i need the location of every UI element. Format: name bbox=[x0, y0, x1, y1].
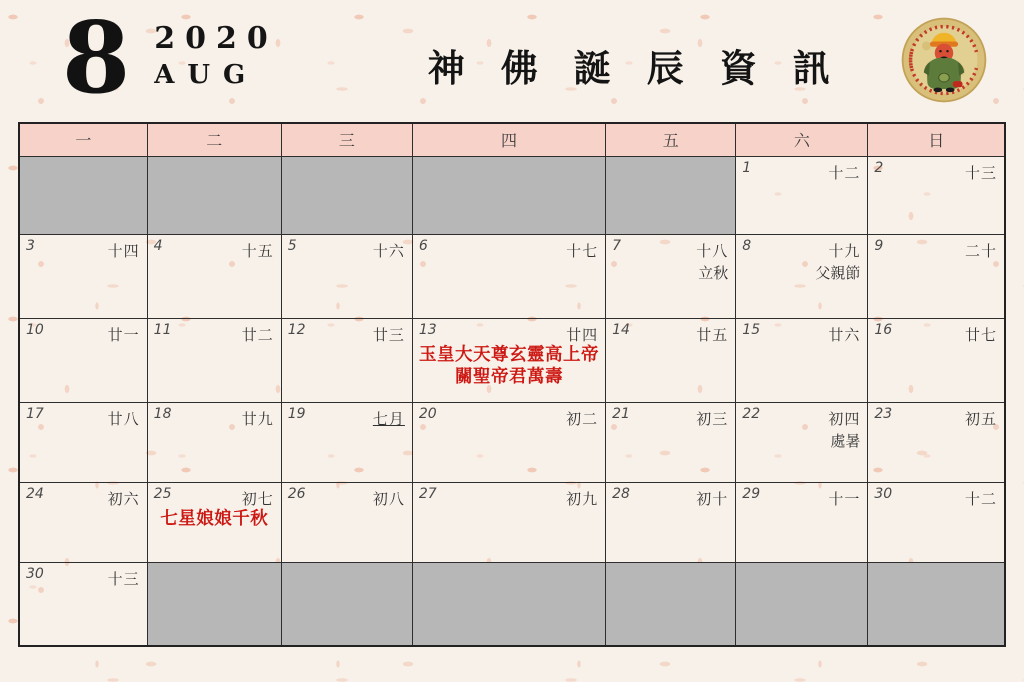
day-number: 9 bbox=[874, 237, 884, 254]
calendar-empty-cell bbox=[19, 156, 147, 234]
day-number: 20 bbox=[418, 405, 437, 422]
lunar-date: 廿四 bbox=[566, 325, 599, 344]
calendar-day-cell bbox=[281, 402, 412, 482]
lunar-date: 初四 bbox=[828, 409, 861, 428]
day-note: 父親節 bbox=[815, 263, 861, 282]
lunar-date: 十二 bbox=[828, 163, 861, 182]
calendar-day-cell bbox=[736, 482, 868, 562]
calendar-day-cell bbox=[412, 318, 605, 402]
calendar-empty-cell bbox=[147, 562, 281, 646]
calendar-week-row bbox=[19, 318, 1005, 402]
year-block bbox=[154, 21, 278, 90]
weekday-header: 五 bbox=[606, 123, 736, 156]
day-number: 30 bbox=[26, 565, 44, 582]
calendar-day-cell bbox=[736, 318, 868, 402]
lunar-date: 初八 bbox=[372, 489, 405, 508]
calendar-day-cell bbox=[19, 402, 147, 482]
calendar-empty-cell bbox=[412, 156, 605, 234]
lunar-date: 廿一 bbox=[107, 325, 140, 344]
page-header bbox=[0, 0, 1024, 122]
calendar-day-cell bbox=[606, 402, 736, 482]
calendar-empty-cell bbox=[147, 156, 281, 234]
day-number: 19 bbox=[287, 405, 306, 422]
day-number: 2 bbox=[874, 159, 884, 176]
day-number: 12 bbox=[287, 321, 306, 338]
calendar-day-cell bbox=[868, 234, 1005, 318]
calendar-empty-cell bbox=[606, 562, 736, 646]
calendar-empty-cell bbox=[606, 156, 736, 234]
day-number: 17 bbox=[26, 405, 44, 422]
lunar-date: 十二 bbox=[964, 489, 997, 508]
calendar-day-cell bbox=[606, 482, 736, 562]
lunar-date: 十三 bbox=[107, 569, 140, 588]
lunar-date: 十五 bbox=[241, 241, 274, 260]
calendar-day-cell bbox=[868, 156, 1005, 234]
lunar-date: 廿八 bbox=[107, 409, 140, 428]
calendar-empty-cell bbox=[281, 562, 412, 646]
calendar-day-cell bbox=[412, 234, 605, 318]
calendar-day-cell bbox=[19, 234, 147, 318]
calendar-day-cell bbox=[147, 234, 281, 318]
lunar-date: 廿七 bbox=[964, 325, 997, 344]
day-number: 13 bbox=[418, 321, 437, 338]
lunar-date: 初五 bbox=[964, 409, 997, 428]
lunar-date: 七月 bbox=[372, 409, 405, 428]
calendar-empty-cell bbox=[736, 562, 868, 646]
calendar-day-cell bbox=[736, 156, 868, 234]
day-number: 25 bbox=[153, 485, 172, 502]
day-number: 24 bbox=[26, 485, 44, 502]
calendar-day-cell bbox=[281, 318, 412, 402]
lunar-date: 廿五 bbox=[696, 325, 729, 344]
day-number: 27 bbox=[418, 485, 437, 502]
weekday-header: 二 bbox=[147, 123, 281, 156]
calendar-area bbox=[18, 122, 1006, 647]
deity-birthday-text: 七星娘娘千秋 bbox=[160, 508, 269, 529]
calendar-day-cell bbox=[19, 318, 147, 402]
lunar-date: 初二 bbox=[566, 409, 599, 428]
calendar-day-cell bbox=[412, 402, 605, 482]
page-title: 神佛誕辰資訊 bbox=[427, 46, 866, 90]
weekday-header: 一 bbox=[19, 123, 147, 156]
day-number: 22 bbox=[742, 405, 761, 422]
temple-deity-logo-icon bbox=[900, 16, 988, 104]
calendar-day-cell bbox=[147, 318, 281, 402]
calendar-empty-cell bbox=[868, 562, 1005, 646]
lunar-date: 廿二 bbox=[241, 325, 274, 344]
deity-birthday-text: 玉皇大天尊玄靈高上帝 bbox=[419, 344, 600, 365]
day-number: 23 bbox=[874, 405, 893, 422]
day-number: 29 bbox=[742, 485, 761, 502]
lunar-date: 廿三 bbox=[372, 325, 405, 344]
weekday-header: 三 bbox=[281, 123, 412, 156]
day-number: 26 bbox=[287, 485, 306, 502]
calendar-table bbox=[18, 122, 1006, 647]
year-label: 2020 bbox=[154, 21, 278, 56]
calendar-day-cell bbox=[19, 562, 147, 646]
weekday-header: 六 bbox=[736, 123, 868, 156]
calendar-day-cell bbox=[412, 482, 605, 562]
day-number: 4 bbox=[153, 237, 163, 254]
lunar-date: 廿六 bbox=[828, 325, 861, 344]
calendar-day-cell bbox=[606, 318, 736, 402]
day-number: 16 bbox=[874, 321, 893, 338]
month-abbr-label: AUG bbox=[154, 60, 259, 90]
day-number: 30 bbox=[874, 485, 893, 502]
calendar-day-cell bbox=[736, 402, 868, 482]
day-note: 處暑 bbox=[830, 431, 861, 450]
lunar-date: 初九 bbox=[566, 489, 599, 508]
calendar-body bbox=[19, 156, 1005, 646]
calendar-day-cell bbox=[606, 234, 736, 318]
calendar-week-row bbox=[19, 402, 1005, 482]
lunar-date: 十六 bbox=[372, 241, 405, 260]
day-number: 1 bbox=[742, 159, 752, 176]
calendar-day-cell bbox=[147, 402, 281, 482]
lunar-date: 廿九 bbox=[241, 409, 274, 428]
lunar-date: 二十 bbox=[964, 241, 997, 260]
weekday-header: 四 bbox=[412, 123, 605, 156]
lunar-date: 初七 bbox=[241, 489, 274, 508]
calendar-day-cell bbox=[147, 482, 281, 562]
month-number: 8 bbox=[62, 1, 129, 116]
day-number: 10 bbox=[26, 321, 44, 338]
calendar-day-cell bbox=[281, 234, 412, 318]
lunar-date: 十一 bbox=[828, 489, 861, 508]
day-number: 8 bbox=[742, 237, 752, 254]
day-number: 15 bbox=[742, 321, 761, 338]
lunar-date: 十九 bbox=[828, 241, 861, 260]
calendar-week-row bbox=[19, 482, 1005, 562]
day-note: 立秋 bbox=[698, 263, 729, 282]
lunar-date: 初三 bbox=[696, 409, 729, 428]
calendar-day-cell bbox=[868, 318, 1005, 402]
lunar-date: 十八 bbox=[696, 241, 729, 260]
day-number: 5 bbox=[287, 237, 297, 254]
calendar-day-cell bbox=[868, 482, 1005, 562]
calendar-week-row bbox=[19, 156, 1005, 234]
day-number: 3 bbox=[26, 237, 35, 254]
day-number: 18 bbox=[153, 405, 172, 422]
calendar-week-row bbox=[19, 562, 1005, 646]
day-number: 28 bbox=[612, 485, 630, 502]
lunar-date: 十七 bbox=[566, 241, 599, 260]
calendar-day-cell bbox=[281, 482, 412, 562]
calendar-empty-cell bbox=[412, 562, 605, 646]
day-number: 6 bbox=[418, 237, 428, 254]
lunar-date: 十三 bbox=[964, 163, 997, 182]
day-number: 14 bbox=[612, 321, 630, 338]
deity-birthday-text: 關聖帝君萬壽 bbox=[455, 367, 564, 388]
calendar-day-cell bbox=[19, 482, 147, 562]
lunar-date: 初十 bbox=[696, 489, 729, 508]
lunar-date: 初六 bbox=[107, 489, 140, 508]
weekday-header: 日 bbox=[868, 123, 1005, 156]
day-number: 21 bbox=[612, 405, 630, 422]
day-number: 7 bbox=[612, 237, 622, 254]
weekday-row bbox=[19, 123, 1005, 156]
day-number: 11 bbox=[153, 321, 172, 338]
calendar-day-cell bbox=[868, 402, 1005, 482]
lunar-date: 十四 bbox=[107, 241, 140, 260]
calendar-empty-cell bbox=[281, 156, 412, 234]
calendar-day-cell bbox=[736, 234, 868, 318]
calendar-week-row bbox=[19, 234, 1005, 318]
